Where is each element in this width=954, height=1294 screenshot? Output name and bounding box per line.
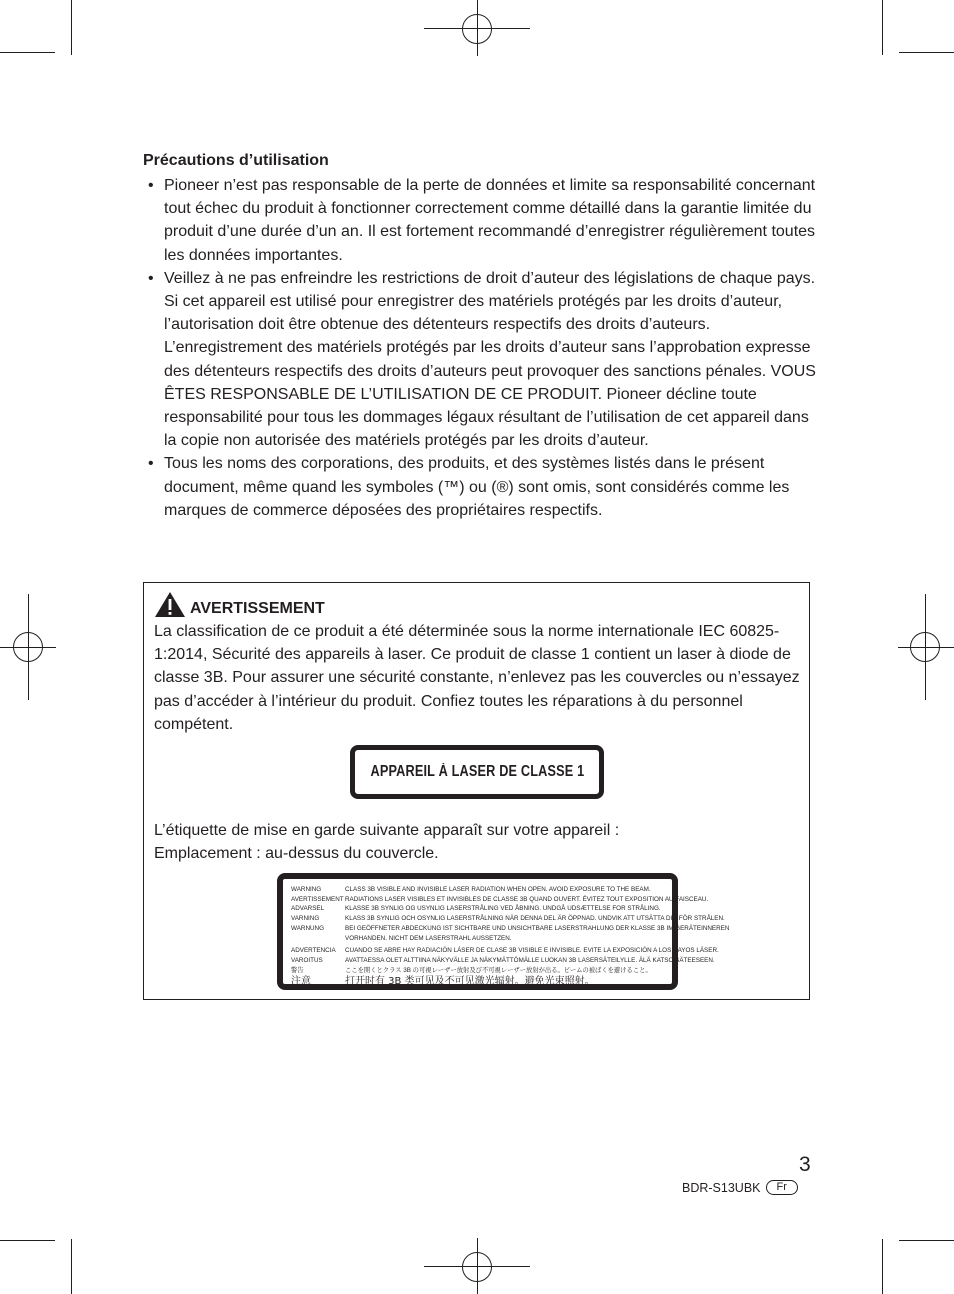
caution-label-value: KLASS 3B SYNLIG OCH OSYNLIG LASERSTRÅLNING NÄR DENNA DEL ÄR ÖPPNAD. UNDVIK ATT UTSÄTTA DIG FÖR STRÅLEN. (345, 915, 725, 923)
caution-label-value: KLASSE 3B SYNLIG OG USYNLIG LASERSTRÅLING VED ÅBNING. UNDGÅ UDSÆTTELSE FOR STRÅLING. (345, 905, 661, 913)
caution-label-value: RADIATIONS LASER VISIBLES ET INVISIBLES DE CLASSE 3B QUAND OUVERT. ÉVITEZ TOUT EXPOSITION AU FAISCEAU. (345, 895, 709, 903)
warning-triangle-icon (154, 591, 186, 618)
caution-label-row (291, 904, 672, 914)
list-item-text: Veillez à ne pas enfreindre les restrictions de droit d’auteur des législations de chaque pays. Si cet appareil est utilisé pour enregistrer des matériels protégés par les droits d’auteur, l’autorisation doit être obtenue des détenteurs respectifs des droits d’auteurs. L’enregistrement des matériels protégés par les droits d’auteur sans l’approbation expresse des détenteurs respectifs des droits d’auteurs peut provoquer des sanctions pénales. VOUS ÊTES RESPONSABLE DE L’UTILISATION DE CE PRODUIT. Pioneer décline toute responsabilité pour tous les dommages légaux résultant de l’utilisation de cet appareil dans la copie non autorisée des matériels protégés par les droits d’auteur. (164, 269, 816, 450)
precautions-list (143, 174, 823, 522)
caution-label-row (291, 885, 672, 895)
caution-label-row (291, 946, 719, 956)
caution-label-row (291, 975, 672, 988)
page-number: 3 (799, 1153, 811, 1176)
caution-label-value: CLASS 3B VISIBLE AND INVISIBLE LASER RADIATION WHEN OPEN. AVOID EXPOSURE TO THE BEAM. (345, 886, 651, 893)
bullet-icon: • (148, 177, 154, 194)
caution-label-row (291, 914, 725, 924)
label-description-line: L’étiquette de mise en garde suivante apparaît sur votre appareil : (154, 822, 620, 839)
list-item (143, 267, 823, 453)
caution-label-value: ここを開くとクラス 3B の可視レーザー放射及び不可視レーザー放射が出る。ビームの被ばくを避けること。 (345, 966, 652, 974)
list-item (143, 452, 823, 522)
bullet-icon: • (148, 269, 154, 287)
list-item (143, 174, 823, 267)
laser-class-label (350, 745, 604, 799)
caution-label-image (277, 873, 730, 990)
caution-label-key: AVERTISSEMENT (291, 895, 344, 903)
caution-label-value: AVATTAESSA OLET ALTTIINA NÄKYVÄLLE JA NÄKYMÄTTÖMÄLLE LUOKAN 3B LASERSÄTEILYLLE. ÄLÄ KATSO SÄTEESEEN. (345, 956, 715, 964)
caution-label-key: 注意 (291, 976, 311, 988)
caution-label-key: WARNUNG (291, 924, 324, 932)
label-location-line: Emplacement : au-dessus du couvercle. (154, 845, 439, 863)
caution-label-key: VARNING (291, 915, 320, 923)
section-title: Précautions d’utilisation (143, 152, 329, 169)
caution-label-key: VAROITUS (291, 956, 323, 964)
warning-title: AVERTISSEMENT (190, 600, 325, 617)
caution-label-row (291, 924, 730, 934)
caution-label-key: 警告 (291, 966, 304, 974)
bullet-icon: • (148, 455, 154, 473)
caution-label-row (291, 934, 672, 944)
caution-label-value: 打开时有 3B 类可见及不可见激光辐射。避免光束照射。 (345, 976, 595, 988)
caution-label-row (291, 966, 672, 976)
model-footer (682, 1180, 798, 1195)
warning-text: La classification de ce produit a été déterminée sous la norme internationale IEC 60825-1:2014, Sécurité des appareils à laser. Ce produit de classe 1 contient un laser à diode de classe 3B. Pour assurer une sécurité constante, n’enlevez pas les couvercles ou n’essayez pas d’accéder à l’intérieur du produit. Confiez toutes les réparations à du personnel compétent. (154, 623, 800, 733)
caution-label-value: VORHANDEN. NICHT DEM LASERSTRAHL AUSSETZEN. (345, 934, 512, 942)
list-item-text: Tous les noms des corporations, des produits, et des systèmes listés dans le présent document, même quand les symboles (™) ou (®) sont omis, sont considérés comme les marques de commerce déposées des propriétaires respectifs. (164, 455, 790, 519)
language-badge: Fr (766, 1180, 798, 1195)
caution-label-value: CUANDO SE ABRE HAY RADIACIÓN LÁSER DE CLASE 3B VISIBLE E INVISIBLE. EVITE LA EXPOSICIÓN A LOS RAYOS LÁSER. (345, 947, 719, 955)
caution-label-key: ADVERTENCIA (291, 947, 336, 955)
model-name: BDR-S13UBK (682, 1180, 761, 1195)
caution-label-row (291, 895, 709, 905)
laser-class-label-text: APPAREIL À LASER DE CLASSE 1 (370, 763, 584, 780)
caution-label-key (291, 934, 345, 944)
caution-label-key: ADVARSEL (291, 905, 325, 913)
caution-label-value: BEI GEÖFFNETER ABDECKUNG IST SICHTBARE UND UNSICHTBARE LASERSTRAHLUNG DER KLASSE 3B IM GERÄTEINNEREN (345, 924, 730, 932)
label-description (154, 819, 804, 865)
caution-label-row (291, 956, 715, 966)
caution-label-key: WARNING (291, 886, 322, 893)
list-item-text: Pioneer n’est pas responsable de la perte de données et limite sa responsabilité concernant tout échec du produit à fonctionner correctement comme détaillé dans la garantie limitée du produit d’une durée d’un an. Il est fortement recommandé d’enregistrer régulièrement toutes les données importantes. (164, 177, 816, 264)
warning-heading (154, 591, 325, 618)
warning-box (143, 582, 810, 1000)
